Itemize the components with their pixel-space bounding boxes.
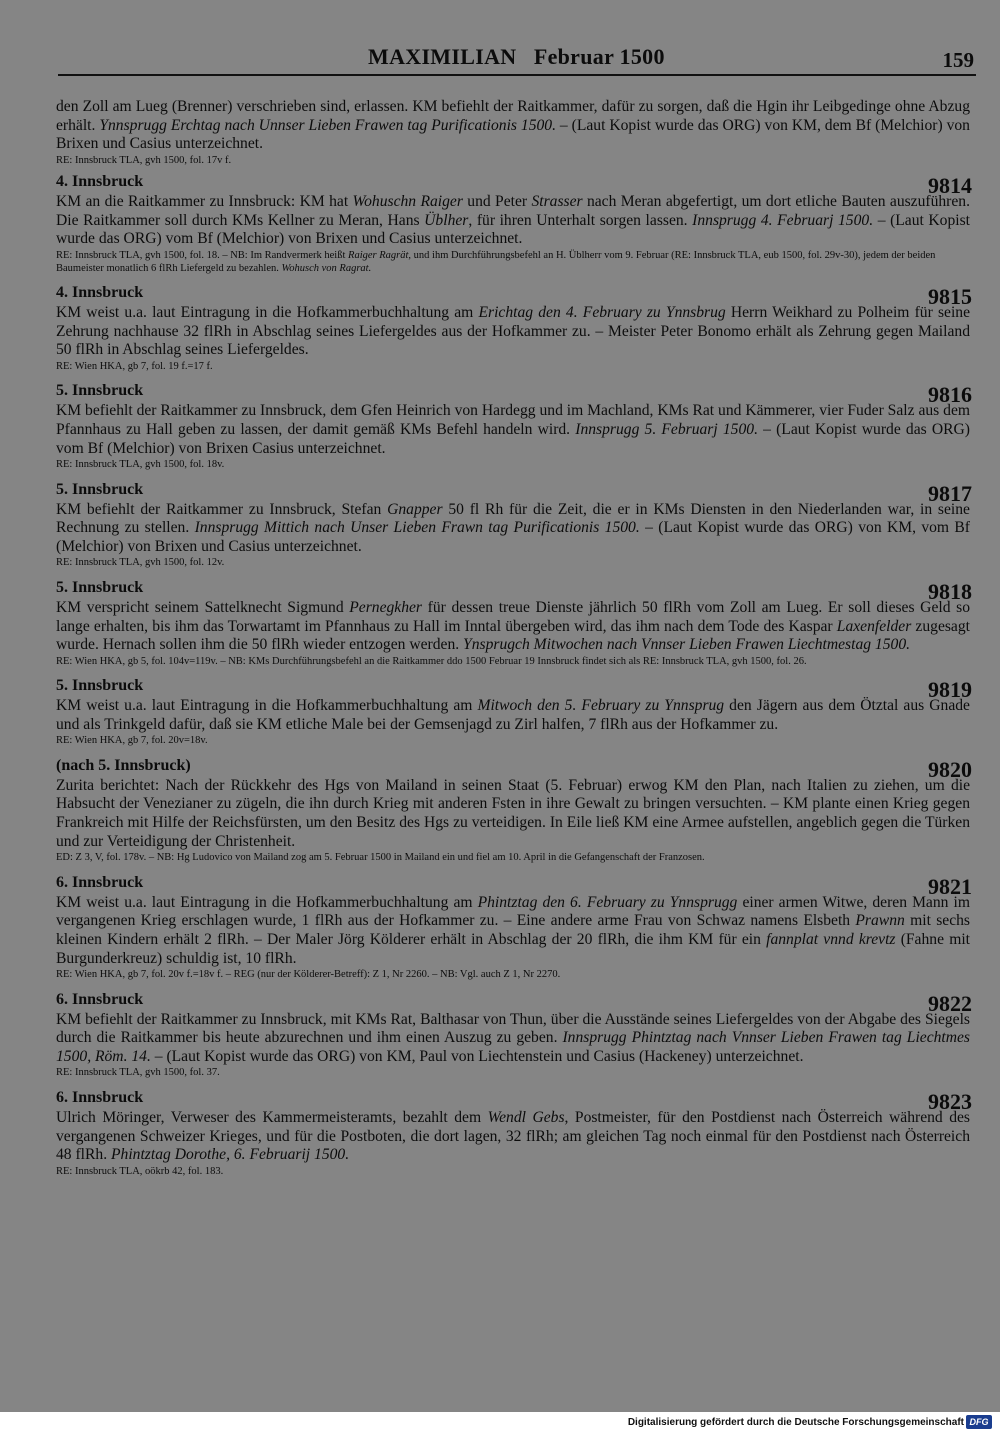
italic-run: Laxenfelder [836,617,912,635]
entry-number: 9816 [928,382,972,408]
text-run: 50 fl Rh für die Zeit, die er in KMs Diensten in den Niederlanden war, in seine Rechnung zu stellen. [56,500,970,537]
entry-heading [56,677,972,703]
text-run: RE: Innsbruck TLA, gvh 1500, fol. 18. – NB: Im Randvermerk heißt [56,250,349,262]
entry-number: 9821 [928,873,972,899]
italic-run: Phintztag den 6. February zu Ynnsprugg [477,893,738,911]
header-rule [58,74,976,76]
text-run: ED: Z 3, V, fol. 178v. – NB: Hg Ludovico von Mailand zog am 5. Februar 1500 in Mailand ein und fiel am 10. April in die Gefangenschaft der Franzosen. [56,852,705,864]
entry-date-place: 4. Innsbruck [56,173,144,191]
entry-number: 9815 [928,284,972,310]
entry-heading [56,990,972,1016]
text-run: für dessen treue Dienste jährlich 50 flRh vom Zoll am Lueg. Er soll dieses Geld so lange erhalten, bis ihm das Torwartamt im Pfannhaus zu Hall im Inntal übergeben wird, das ihm nach dem Tode des Kaspar [56,598,971,635]
entry-text [56,304,970,360]
entry-heading [56,873,972,899]
text-run: RE: Wien HKA, gb 7, fol. 19 f.=17 f. [56,360,213,372]
italic-run: Wendl Gebs [487,1108,565,1126]
text-run: RE: Wien HKA, gb 5, fol. 104v=119v. – NB: KMs Durchführungsbefehl an die Raitkammer ddo 1500 Februar 19 Innsbruck findet sich als RE: Innsbruck TLA, gvh 1500, fol. 26. [56,655,807,667]
italic-run: Wohuschn Raiger [352,193,463,211]
entry-text [56,501,970,557]
entry-date-place: 5. Innsbruck [56,578,144,596]
text-run: KM weist u.a. laut Eintragung in die Hofkammerbuchhaltung am [56,697,478,715]
italic-run: Phintztag Dorothe, 6. Februarij 1500. [111,1146,350,1164]
italic-run: Wohusch von Ragrat. [281,262,372,274]
entry-reference [56,1166,970,1179]
text-run: Ulrich Möringer, Verweser des Kammermeisteramts, bezahlt dem [56,1108,488,1126]
italic-run: Innsprugg 5. Februarj 1500. [575,420,758,438]
italic-run: fannplat vnnd krevtz [766,930,896,948]
text-run: , und ihm Durchführungsbefehl an H. Üblherr vom 9. Februar (RE: Innsbruck TLA, eub 1500, fol. 29v-30), jedem der beiden Baumeister monatlich 6 flRh Liefergeld zu bezahlen. [56,250,936,274]
text-run: KM befiehlt der Raitkammer zu Innsbruck, mit KMs Rat, Balthasar von Thun, über die Ausstände seines Liefergeldes von der Abgabe des Siegels durch die Raitkammer bis heute abzurechnen und ihm einen Auszug zu geben. [56,1010,970,1047]
text-run: nach Meran abgefertigt, um dort etliche Bauten auszuführen. Die Raitkammer soll durch KMs Kellner zu Meran, Hans [56,193,970,229]
text-run: – (Laut Kopist wurde das ORG) vom Bf (Melchior) von Brixen Casius unterzeichnet. [56,420,970,457]
entry-date-place: 6. Innsbruck [56,990,144,1008]
text-run: RE: Innsbruck TLA, gvh 1500, fol. 12v. [56,557,225,569]
text-run: KM weist u.a. laut Eintragung in die Hofkammerbuchhaltung am [56,304,479,322]
text-run: (Fahne mit Burgunderkreuz) schuldig ist, 10 flRh. [56,930,970,967]
continued-entry [56,98,970,167]
entry-reference [56,969,970,982]
text-run: RE: Innsbruck TLA, gvh 1500, fol. 37. [56,1067,220,1079]
entry-text [56,1011,970,1067]
text-run: RE: Innsbruck TLA, gvh 1500, fol. 17v f. [56,154,232,166]
entry [56,579,970,668]
text-run: KM befiehlt der Raitkammer zu Innsbruck, dem Gfen Heinrich von Hardegg und im Machland, KMs Rat und Kämmerer, vier Fuder Salz aus dem Pfannhaus zu Hall geben zu lassen, der damit gemäß KMs Befehl handeln wird. [56,402,970,438]
entry-date-place: 5. Innsbruck [56,677,144,695]
entry-reference [56,656,970,669]
entry-number: 9822 [928,990,972,1016]
page-header [0,40,1000,80]
text-run: KM befiehlt der Raitkammer zu Innsbruck, Stefan [56,500,388,518]
text-run: RE: Wien HKA, gb 7, fol. 20v=18v. [56,735,208,747]
text-run: – (Laut Kopist wurde das ORG) von KM, dem Bf (Melchior) von Brixen und Casius unterzeichnet. [56,116,970,153]
entry-number: 9819 [928,677,972,703]
entry-reference [56,459,970,472]
entry-date-place: 6. Innsbruck [56,873,144,891]
italic-run: Mitwoch den 5. February zu Ynnsprug [477,697,725,715]
footer-credit: Digitalisierung gefördert durch die Deutsche Forschungsgemeinschaft [627,1417,964,1428]
italic-run: Üblher [424,211,469,229]
entry-reference [56,155,970,168]
text-run: – (Laut Kopist wurde das ORG) von KM, Paul von Liechtenstein und Casius (Hackeney) unterzeichnet. [150,1047,804,1065]
footer [0,1412,1000,1432]
italic-run: Innsprugg 4. Februarj 1500. [692,211,874,229]
text-run: KM weist u.a. laut Eintragung in die Hofkammerbuchhaltung am [56,893,478,911]
text-run: RE: Wien HKA, gb 7, fol. 20v f.=18v f. – REG (nur der Kölderer-Betreff): Z 1, Nr 2260. – NB: Vgl. auch Z 1, Nr 2270. [56,969,561,981]
text-run: KM verspricht seinem Sattelknecht Sigmund [56,598,350,616]
entry-date-place: 6. Innsbruck [56,1088,144,1106]
text-run: – (Laut Kopist wurde das ORG) vom Bf (Melchior) von Brixen und Casius unterzeichnet. [56,211,971,248]
entry-number: 9820 [928,756,972,782]
document-body [56,98,970,1187]
entry-reference [56,852,970,865]
entry-number: 9814 [928,173,972,199]
entry-date-place: (nach 5. Innsbruck) [56,756,191,774]
entry-date-place: 5. Innsbruck [56,480,144,498]
entry-list [56,173,970,1178]
entry-heading [56,578,972,604]
entry [56,874,970,982]
text-run: , für ihren Unterhalt sorgen lassen. [468,211,693,229]
entry-reference [56,1067,970,1080]
entry-date-place: 5. Innsbruck [56,382,144,400]
entry-text [56,1109,970,1165]
entry [56,173,970,275]
entry-text [56,697,970,734]
entry-heading [56,284,972,310]
text-run: den Zoll am Lueg (Brenner) verschrieben sind, erlassen. KM befiehlt der Raitkammer, dafür zu sorgen, daß die Hgin ihr Leibgedinge ohne Abzug erhält. [56,98,970,134]
entry-heading [56,756,972,782]
text-run: Herrn Weikhard zu Polheim für seine Zehrung nachhause 32 flRh in Abschlag seines Liefergeldes aus der Hofkammer zu. – Meister Peter Bonomo erhält als Zehrung gegen Mailand 50 flRh in Abschlag seines Liefergeldes. [56,304,970,359]
entry-text [56,193,970,249]
entry-heading [56,173,972,199]
entry [56,1089,970,1178]
text-run: – (Laut Kopist wurde das ORG) von KM, vom Bf (Melchior) von Brixen und Casius unterzeichnet. [56,519,970,555]
entry-number: 9823 [928,1088,972,1114]
entry [56,481,970,570]
italic-run: Ynsprugch Mitwochen nach Vnnser Lieben Frawen Liechtmestag 1500. [463,636,911,654]
entry-text [56,777,970,851]
entry [56,991,970,1080]
entry-reference [56,250,970,275]
entry-heading [56,1088,972,1114]
text-run: Zurita berichtet: Nach der Rückkehr des Hgs von Mailand in seinen Staat (5. Februar) erwog KM den Plan, nach Italien zu ziehen, um die Habsucht der Venezianer zu zügeln, die ihn durch Krieg mit anderen Fsten in ihre Gewalt zu bringen versuchten. – KM plante einen Krieg gegen Frankreich mit Hilfe der Reichsfürsten, um den Besitz des Hgs zu verteidigen. In Eile ließ KM eine Armee aufstellen, angeblich gegen die Türken und zur Verteidigung der Christenheit. [56,776,970,850]
entry-heading [56,480,972,506]
italic-run: Raiger Ragrät [348,250,409,262]
entry-text [56,599,970,655]
text-run: , Postmeister, für den Postdienst nach Österreich während des vergangenen Schweizer Krieges, und für die Postboten, die dort lagen, 32 flRh; am gleichen Tag noch einmal für den Postdienst nach Österreich 48 flRh. [56,1108,970,1164]
italic-run: Prawnn [855,912,905,930]
text-run: den Jägern aus dem Ötztal aus Gnade und als Trinkgeld dafür, daß sie KM etliche Male bei der Gemsenjagd zu Zirl halfen, 7 flRh aus der Hofkammer zu. [56,697,970,733]
italic-run: Innsprugg Phintztag nach Vnnser Lieben Frawen tag Liechtmes 1500, Röm. 14. [56,1029,970,1065]
entry-date-place: 4. Innsbruck [56,284,144,302]
italic-run: Gnapper [387,500,443,518]
text-run: RE: Innsbruck TLA, gvh 1500, fol. 18v. [56,459,225,471]
text-run: mit sechs kleinen Kindern erhält 2 flRh. – Der Maler Jörg Kölderer erhält in Abschlag der 20 flRh, die ihm KM für ein [56,912,970,948]
entry-reference [56,361,970,374]
entry-text [56,402,970,458]
italic-run: Strasser [531,193,583,211]
entry-text [56,98,970,154]
italic-run: Innsprugg Mittich nach Unser Lieben Frawn tag Purificationis 1500. [194,519,640,537]
italic-run: Erichtag den 4. February zu Ynnsbrug [478,304,726,322]
entry-reference [56,735,970,748]
text-run: einer armen Witwe, deren Mann im vergangenen Krieg erschlagen wurde, 1 flRh aus der Hofkammer zu. – Eine andere arme Frau von Schwaz namens Elsbeth [56,893,970,930]
italic-run: Pernegkher [349,598,423,616]
entry-number: 9817 [928,480,972,506]
text-run: KM an die Raitkammer zu Innsbruck: KM hat [56,193,353,211]
entry [56,284,970,373]
text-run: RE: Innsbruck TLA, oökrb 42, fol. 183. [56,1165,224,1177]
entry-heading [56,382,972,408]
entry [56,382,970,471]
entry-text [56,894,970,968]
italic-run: Ynnsprugg Erchtag nach Unnser Lieben Frawen tag Purificationis 1500. [99,116,556,134]
page-number: 159 [942,48,974,72]
text-run: und Peter [462,193,532,211]
entry [56,677,970,748]
entry-number: 9818 [928,578,972,604]
entry [56,757,970,865]
dfg-logo: DFG [966,1415,992,1429]
text-run: zugesagt wurde. Hernach sollen ihm die 50 flRh wieder entzogen werden. [56,617,970,654]
entry-reference [56,557,970,570]
running-head: MAXIMILIAN Februar 1500 [368,44,665,69]
